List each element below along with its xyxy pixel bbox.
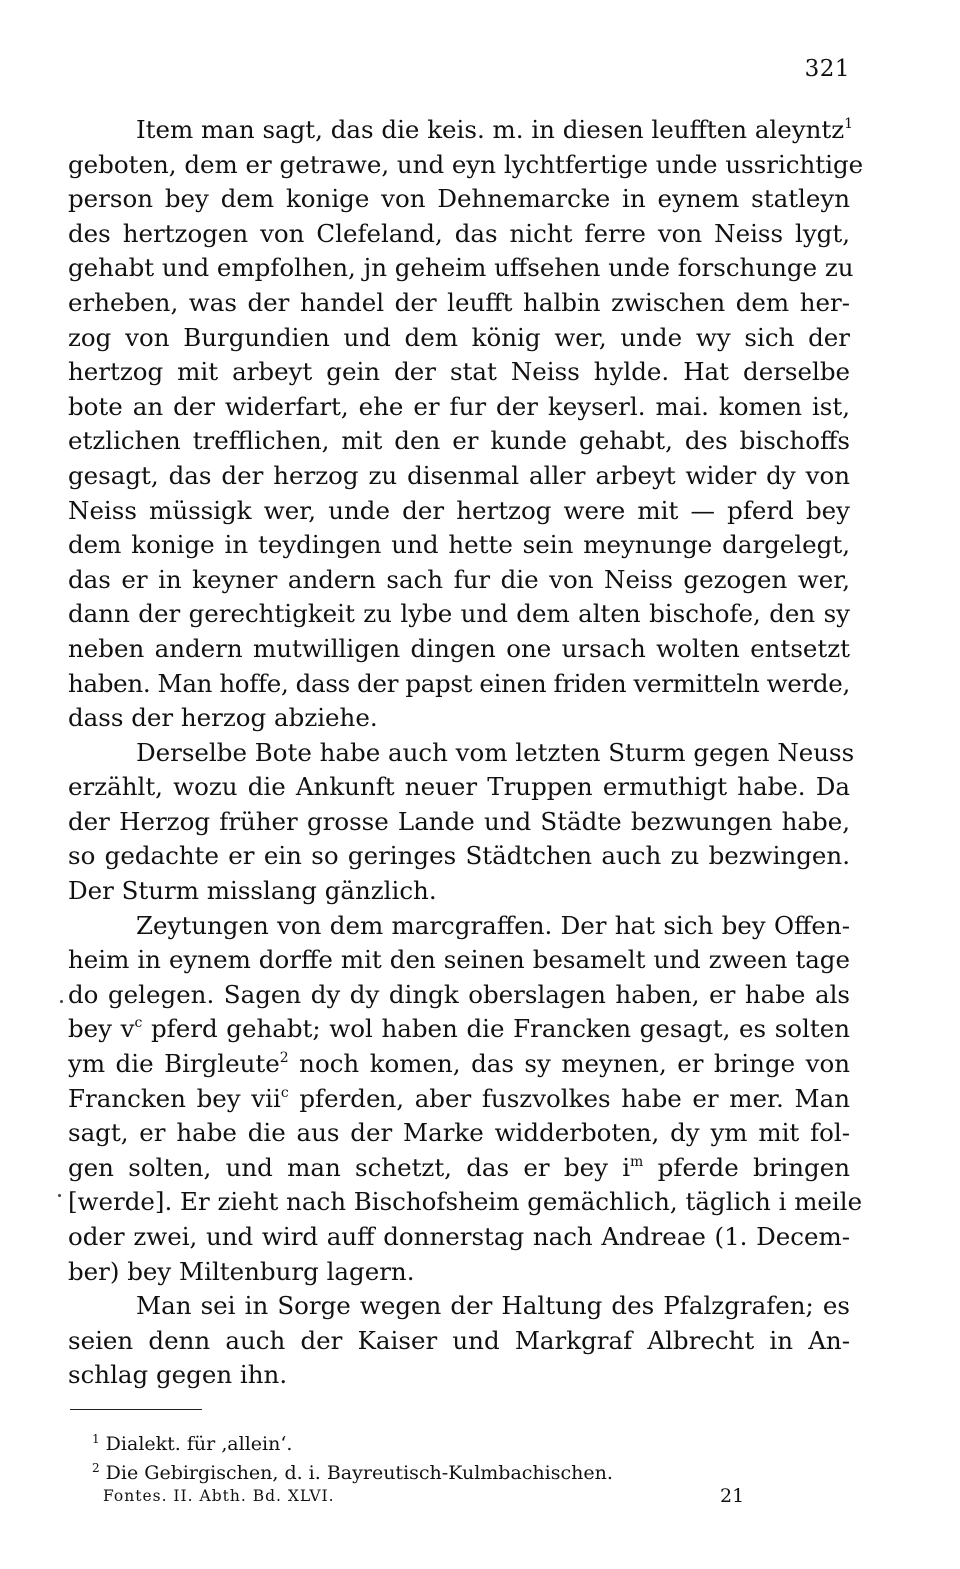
text-line: des hertzogen von Clefeland, das nicht ferre von Neiss lygt, [68,218,850,248]
text-line: erheben, was der handel der leufft halbin zwischen dem her- [68,287,850,317]
footnote [92,1430,792,1459]
text-line: Zeytungen von dem marcgraffen. Der hat sich bey Offen- [136,910,850,940]
text-line: dem konige in teydingen und hette sein meynunge dargelegt, [68,530,850,560]
text-line [68,1151,850,1186]
text-line: oder zwei, und wird auff donnerstag nach Andreae (1. Decem- [68,1222,850,1251]
text-line: erzählt, wozu die Ankunft neuer Truppen ermuthigt habe. Da [68,772,850,802]
text-line [68,1047,850,1082]
text-line: seien denn auch der Kaiser und Markgraf Albrecht in An- [68,1325,850,1355]
footnote-divider [70,1409,202,1410]
printer-signature [103,1487,743,1505]
footnote-text: Die Gebirgischen, d. i. Bayreutisch-Kulmbachischen. [99,1462,613,1484]
text-line: [werde]. Er zieht nach Bischofsheim gemächlich, täglich i meile [68,1187,863,1217]
text-line [68,113,854,148]
page-number: 321 [804,56,850,82]
superscript: c [134,1015,143,1032]
text-line-content: Item man sagt, das die keis. m. in diesen leufften aleyntz [136,115,845,144]
text-line: Derselbe Bote habe auch vom letzten Sturm gegen Neuss [136,737,855,767]
text-line: gehabt und empfolhen, jn geheim uffsehen unde forschunge zu [68,253,854,283]
text-line-content: gen solten, und man schetzt, das er bey i [68,1152,631,1182]
text-line: do gelegen. Sagen dy dy dingk oberslagen haben, er habe als [68,979,850,1009]
text-line: ber) bey Miltenburg lagern. [68,1256,415,1286]
text-line: Neiss müssigk wer, unde der hertzog were mit — pferd bey [68,495,850,525]
text-line: zog von Burgundien und dem könig wer, unde wy sich der [68,322,850,352]
text-line: haben. Man hoffe, dass der papst einen friden vermitteln werde, [68,668,850,698]
signature-text: Fontes. II. Abth. Bd. XLVI. [103,1487,335,1505]
superscript: c [280,1084,289,1101]
body-text [68,113,864,1393]
text-line: dass der herzog abziehe. [68,703,378,733]
footnote [92,1459,792,1488]
footnote-text: Dialekt. für ‚allein‘. [99,1433,293,1455]
text-line: etzlichen trefflichen, mit den er kunde gehabt, des bischoffs [68,426,850,456]
footnote-ref: 2 [279,1050,289,1067]
footnote-ref: 1 [844,116,854,132]
footnote-mark: 1 [92,1432,100,1446]
text-line-content: pferden, aber fuszvolkes habe er mer. Man [288,1083,850,1113]
footnotes [92,1430,792,1488]
text-line-content: bey v [68,1014,135,1044]
text-line [68,1012,850,1047]
text-line: sagt, er habe die aus der Marke widderboten, dy ym mit fol- [68,1118,850,1148]
text-line: hertzog mit arbeyt gein der stat Neiss hylde. Hat derselbe [68,357,850,387]
text-line: heim in eynem dorffe mit den seinen besamelt und zween tage [68,945,850,975]
text-line: geboten, dem er getrawe, und eyn lychtfertige unde ussrichtige [68,149,864,179]
text-line: so gedachte er ein so geringes Städtchen auch zu bezwingen. [68,841,850,871]
text-line [68,1082,850,1117]
text-line: der Herzog früher grosse Lande und Städte bezwungen habe, [68,806,850,836]
text-line-content: noch komen, das sy meynen, er bringe von [288,1049,850,1079]
signature-mark: 21 [720,1485,745,1507]
margin-speck [60,1000,63,1003]
text-line-content: Francken bey vii [68,1083,281,1113]
text-line: bote an der widerfart, ehe er fur der keyserl. mai. komen ist, [68,391,850,421]
text-line: dann der gerechtigkeit zu lybe und dem alten bischofe, den sy [68,599,850,629]
text-line: Der Sturm misslang gänzlich. [68,876,437,906]
text-line-content: pferd gehabt; wol haben die Francken gesagt, es solten [142,1014,850,1044]
margin-speck [58,1194,61,1197]
text-line: person bey dem konige von Dehnemarcke in eynem statleyn [68,184,850,214]
text-line: Man sei in Sorge wegen der Haltung des Pfalzgrafen; es [136,1291,850,1321]
superscript: m [630,1153,644,1170]
text-line: schlag gegen ihn. [68,1360,288,1390]
text-line: neben andern mutwilligen dingen one ursach wolten entsetzt [68,633,850,663]
text-line: gesagt, das der herzog zu disenmal aller arbeyt wider dy von [68,460,850,490]
footnote-mark: 2 [92,1461,100,1475]
text-line: das er in keyner andern sach fur die von Neiss gezogen wer, [68,564,850,594]
text-line-content: ym die Birgleute [68,1049,280,1079]
text-line-content: pferde bringen [643,1152,850,1182]
